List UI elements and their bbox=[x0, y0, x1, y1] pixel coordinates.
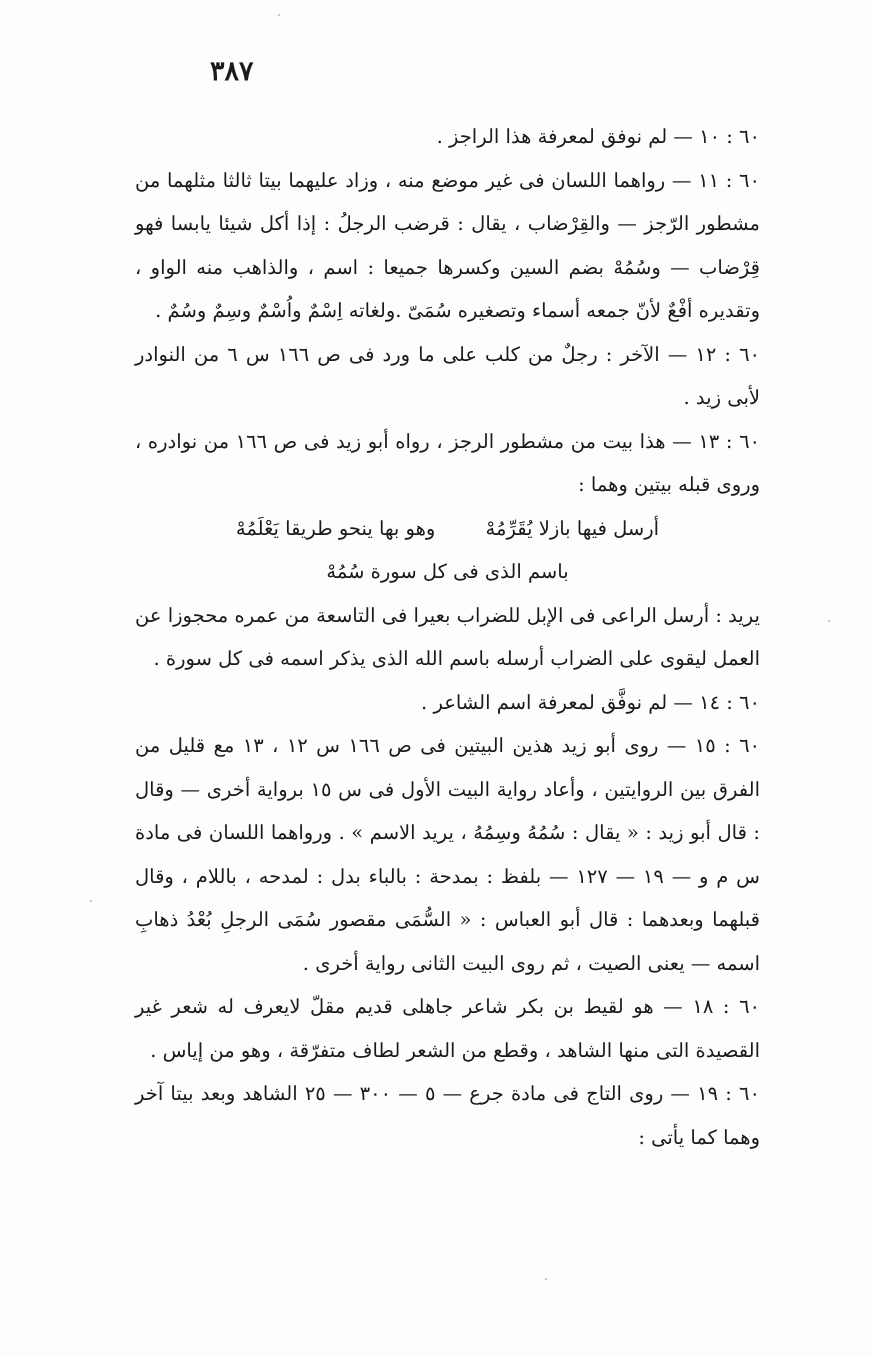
note-60-18: ٦٠ : ١٨ — هو لقيط بن بكر شاعر جاهلى قديم مقلّ لايعرف له شعر غير القصيدة التى منها الشاهد ، وقطع من الشعر لطاف متفرّقة ، وهو من إياس . bbox=[135, 995, 761, 1062]
note-60-12: ٦٠ : ١٢ — الآخر : رجلٌ من كلب على ما ورد فى ص ١٦٦ س ٦ من النوادر لأبى زيد . bbox=[135, 342, 761, 409]
verse-line-2 bbox=[135, 550, 760, 594]
scan-speck bbox=[90, 900, 92, 902]
verse-second-hemistich: وهو بها ينحو طريقا يَعْلَمُهْ bbox=[235, 516, 436, 540]
note-60-11: ٦٠ : ١١ — رواهما اللسان فى غير موضع منه ، وزاد عليهما بيتا ثالثا مثلهما من مشطور الرّجز — والقِرْضاب ، يقال : قرضب الرجلُ : إذا أكل شيئا يابسا فهو قِرْضاب — وسُمُهْ بضم السين وكسرها جميعا : اسم ، والذاهب منه الواو ، وتقديره أفْعٌ لأنّ جمعه أسماء وتصغيره سُمَىّ .ولغاته اِسْمٌ واُسْمٌ وسِمٌ وسُمٌ . bbox=[135, 168, 760, 322]
note-60-10: ٦٠ : ١٠ — لم نوفق لمعرفة هذا الراجز . bbox=[436, 125, 760, 148]
verse-explanation: يريد : أرسل الراعى فى الإبل للضراب بعيرا فى التاسعة من عمره محجوزا عن العمل ليقوى على الضراب أرسله باسم الله الذى يذكر اسمه فى كل سورة . bbox=[135, 603, 760, 670]
scan-speck bbox=[545, 1278, 547, 1280]
verse-line-1 bbox=[135, 507, 760, 551]
note-60-14: ٦٠ : ١٤ — لم نوفَّق لمعرفة اسم الشاعر . bbox=[421, 690, 760, 714]
note-60-15: ٦٠ : ١٥ — روى أبو زيد هذين البيتين فى ص ١٦٦ س ١٢ ، ١٣ مع قليل من الفرق بين الروايتين ، وأعاد رواية البيت الأول فى س ١٥ برواية أخرى — وقال : قال أبو زيد : « يقال : سُمُهُ وسِمُهُ ، يريد الاسم » . ورواهما اللسان فى مادة س م و — ١٩ — ١٢٧ — بلفظ : بمدحة : بالباء بدل : لمدحه ، باللام ، وقال قبلهما وبعدهما : قال أبو العباس : « السُّمَى مقصور سُمَى الرجلِ بُعْدُ ذهابِ اسمه — يعنى الصيت ، ثم روى البيت الثانى رواية أخرى . bbox=[135, 734, 761, 975]
note-60-13: ٦٠ : ١٣ — هذا بيت من مشطور الرجز ، رواه أبو زيد فى ص ١٦٦ من نوادره ، وروى قبله بيتين وهما : bbox=[135, 429, 761, 496]
scan-speck bbox=[278, 14, 280, 16]
footnotes-text bbox=[135, 115, 760, 1159]
verse-first-hemistich: أرسل فيها بازلا يُقَرِّمُهْ bbox=[485, 516, 660, 540]
verse-line-2-text: باسم الذى فى كل سورة سُمُهْ bbox=[326, 560, 569, 583]
page-number: ٣٨٧ bbox=[210, 56, 254, 87]
scan-speck bbox=[828, 620, 830, 622]
note-60-19: ٦٠ : ١٩ — روى التاج فى مادة جرع — ٥ — ٣٠٠ — ٢٥ الشاهد وبعد بيتا آخر وهما كما يأتى : bbox=[135, 1082, 760, 1149]
